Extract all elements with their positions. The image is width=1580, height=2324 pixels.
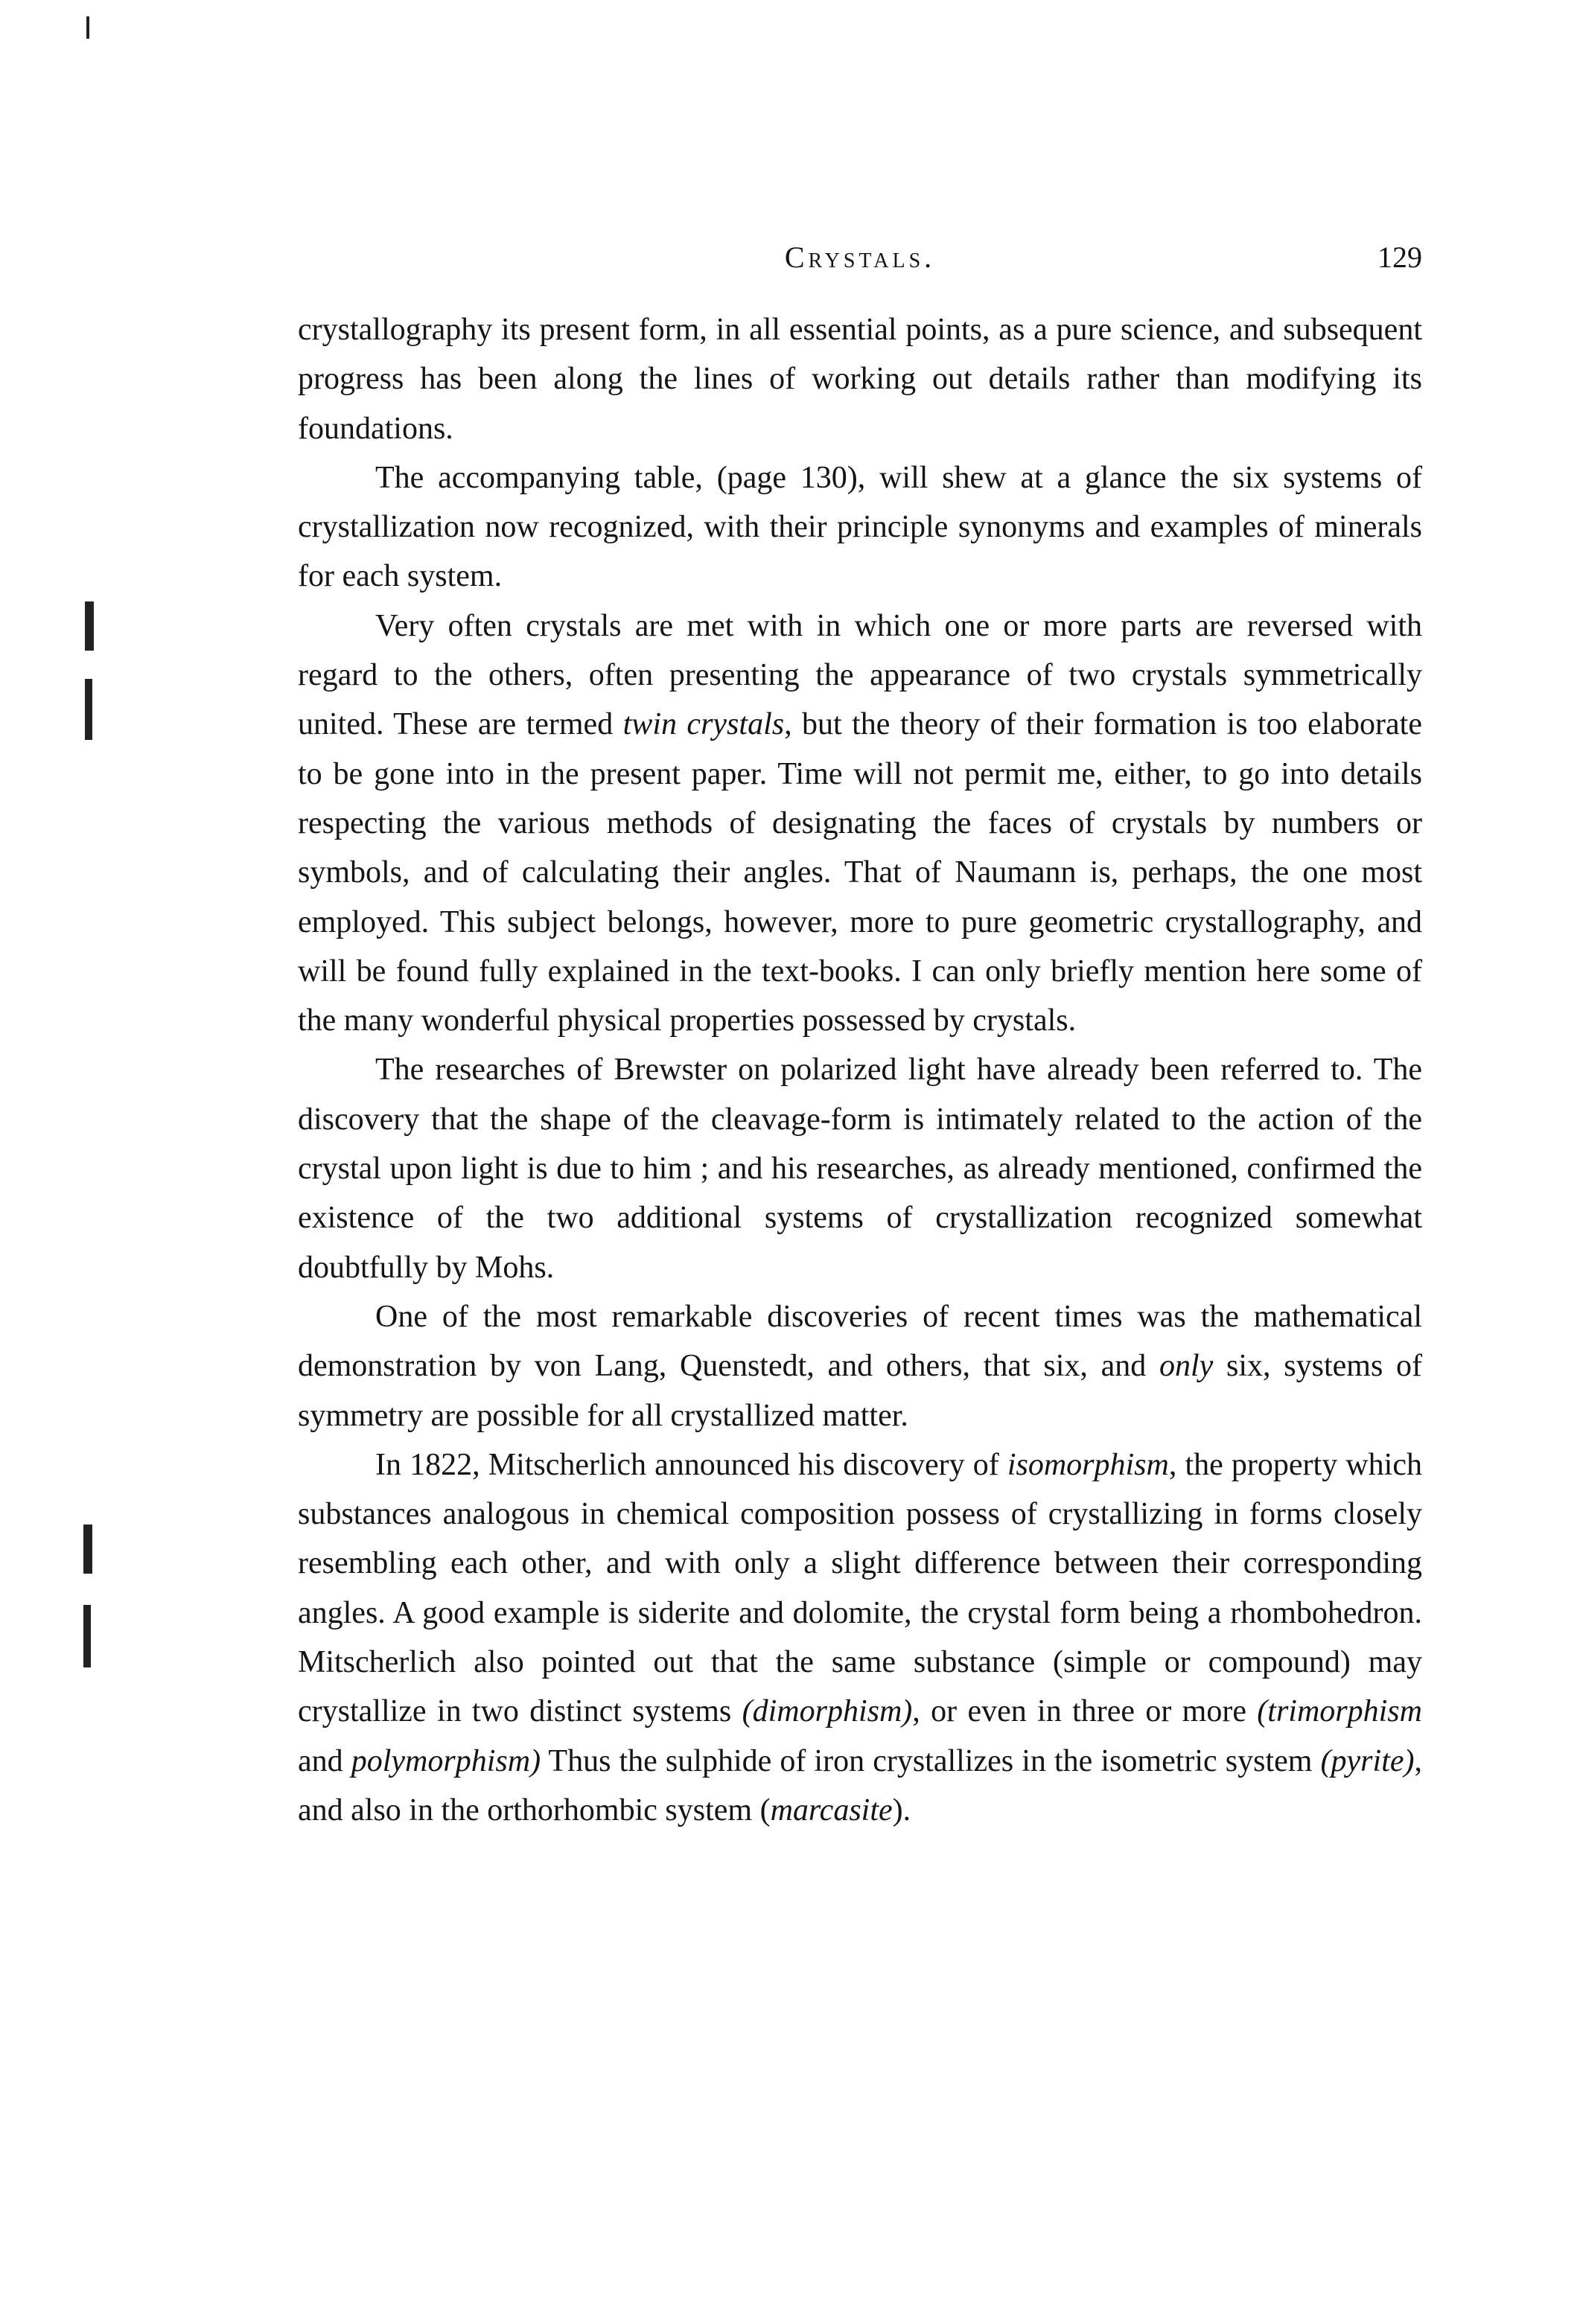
margin-mark-top bbox=[86, 16, 89, 39]
text-run: and bbox=[298, 1743, 351, 1778]
running-head bbox=[298, 240, 1422, 284]
margin-mark-lower-2 bbox=[83, 1605, 91, 1667]
italic-term: (pyrite) bbox=[1320, 1743, 1415, 1778]
italic-term: polymorphism) bbox=[351, 1743, 541, 1778]
text-run: crystallography its present form, in all essential points, as a pure science, and subsequent progress has been along the lines of working out details rather than modifying its foundations. bbox=[298, 313, 1422, 446]
italic-term: isomorphism bbox=[1007, 1447, 1169, 1482]
text-run: ). bbox=[892, 1793, 911, 1827]
text-run: , the property which substances analogous in chemical composition possess of crystallizing in forms closely resembling each other, and with only a slight difference between their corresponding angles. A good example is siderite and dolomite, the crystal form being a rhombohedron. Mitscherlich also pointed out that the same substance (simple or compound) may crystallize in two distinct systems bbox=[298, 1447, 1422, 1729]
italic-term: only bbox=[1159, 1349, 1214, 1384]
running-title: Crystals. bbox=[784, 240, 936, 274]
margin-mark-upper-2 bbox=[85, 679, 92, 740]
text-run: Very often crystals are met with in which one or more parts are reversed with regard to the others, often presenting the appearance of two crystals symmetrically united. These are termed bbox=[298, 608, 1422, 742]
text-run: One of the most remarkable discoveries of recent times was the mathematical demonstration by von Lang, Quenstedt, and others, that six, and bbox=[298, 1299, 1422, 1384]
paragraph bbox=[298, 601, 1422, 1046]
text-run: , and also in the orthorhombic system ( bbox=[298, 1743, 1422, 1827]
paragraph bbox=[298, 305, 1422, 453]
page-number: 129 bbox=[1377, 240, 1422, 274]
text-run: The researches of Brewster on polarized light have already been referred to. The discovery that the shape of the cleavage-form is intimately related to the action of the crystal upon light is due to him ; and his researches, as already mentioned, confirmed the existence of the two additional systems of crystallization recognized somewhat doubtfully by Mohs. bbox=[298, 1053, 1422, 1285]
body-text bbox=[298, 305, 1422, 1835]
margin-mark-upper-1 bbox=[85, 601, 94, 651]
italic-term: twin crystals bbox=[622, 707, 785, 742]
text-run: six, systems of symmetry are possible for all crystallized matter. bbox=[298, 1349, 1423, 1433]
paragraph bbox=[298, 1440, 1422, 1835]
italic-term: marcasite bbox=[770, 1793, 893, 1827]
text-run: Thus the sulphide of iron crystallizes in the isometric system bbox=[541, 1743, 1321, 1778]
margin-mark-lower-1 bbox=[83, 1525, 92, 1574]
text-run: , or even in three or more bbox=[912, 1694, 1258, 1729]
text-run: , but the theory of their formation is too elaborate to be gone into in the present paper. Time will not permit me, either, to go into details respecting the various methods of designating the faces of crystals by numbers or symbols, and of calculating their angles. That of Naumann is, perhaps, the one most employed. This subject belongs, however, more to pure geometric crystallography, and will be found fully explained in the text-books. I can only briefly mention here some of the many wonderful physical properties possessed by crystals. bbox=[298, 707, 1422, 1038]
paragraph bbox=[298, 453, 1422, 601]
text-run: The accompanying table, (page 130), will shew at a glance the six systems of crystallization now recognized, with their principle synonyms and examples of minerals for each system. bbox=[298, 460, 1422, 594]
italic-term: (dimorphism) bbox=[742, 1694, 913, 1729]
text-run: In 1822, Mitscherlich announced his discovery of bbox=[375, 1447, 1007, 1482]
italic-term: (trimorphism bbox=[1257, 1694, 1422, 1729]
paragraph bbox=[298, 1045, 1422, 1292]
paragraph bbox=[298, 1292, 1422, 1440]
